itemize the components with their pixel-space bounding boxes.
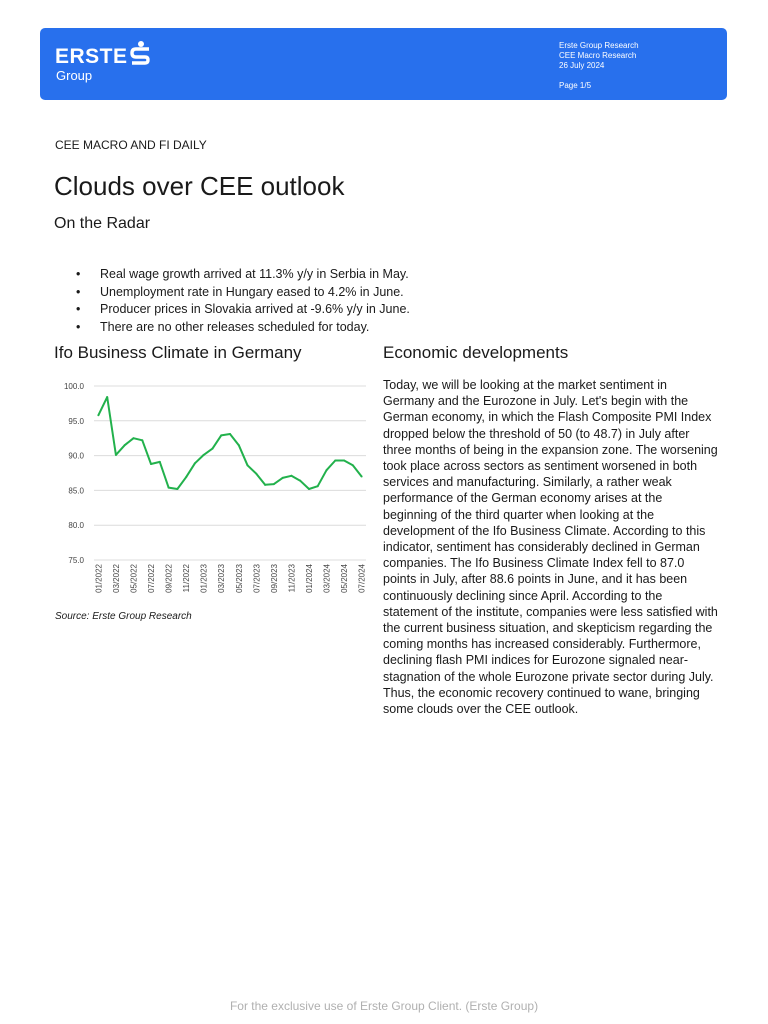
footer-disclaimer: For the exclusive use of Erste Group Client. (Erste Group) — [229, 999, 539, 1013]
y-tick-label: 75.0 — [68, 556, 84, 565]
data-point — [229, 433, 231, 435]
data-point — [343, 459, 345, 461]
data-point — [132, 437, 134, 439]
data-point — [361, 475, 363, 477]
y-tick-label: 90.0 — [68, 451, 84, 461]
x-tick-label: 01/2024 — [304, 564, 314, 593]
x-tick-label: 03/2022 — [111, 564, 121, 593]
meta-series: CEE Macro Research — [559, 51, 637, 60]
data-point — [106, 396, 108, 398]
data-point — [273, 483, 275, 485]
data-point — [150, 463, 152, 465]
radar-bullet-list — [60, 266, 410, 336]
data-point — [115, 454, 117, 456]
bullet-text: Producer prices in Slovakia arrived at -9.6% y/y in June. — [100, 302, 410, 316]
data-point — [290, 475, 292, 477]
meta-publisher: Erste Group Research — [559, 41, 639, 50]
list-item — [60, 319, 410, 337]
x-tick-label: 03/2023 — [217, 564, 227, 593]
data-point — [168, 487, 170, 489]
y-tick-label: 80.0 — [68, 521, 84, 531]
data-point — [308, 488, 310, 490]
section-title: Economic developments — [383, 343, 569, 362]
data-point — [255, 473, 257, 475]
x-tick-label: 11/2023 — [287, 564, 297, 593]
x-tick-label: 05/2024 — [340, 564, 350, 593]
data-point — [203, 454, 205, 456]
list-item — [60, 301, 410, 319]
x-tick-label: 05/2023 — [234, 564, 244, 593]
data-point — [124, 444, 126, 446]
x-tick-label: 01/2023 — [199, 564, 209, 593]
x-tick-label: 09/2023 — [269, 564, 279, 593]
bullet-icon: • — [76, 319, 81, 334]
data-point — [282, 477, 284, 479]
x-tick-label: 07/2023 — [252, 564, 262, 593]
data-point — [238, 444, 240, 446]
chart-title: Ifo Business Climate in Germany — [54, 343, 302, 362]
page-title: Clouds over CEE outlook — [54, 171, 345, 201]
bullet-icon: • — [76, 302, 81, 316]
data-point — [194, 462, 196, 464]
chart-source: Source: Erste Group Research — [55, 611, 192, 622]
list-item — [60, 284, 410, 302]
page-subtitle: On the Radar — [54, 215, 151, 232]
data-point — [211, 448, 213, 450]
x-tick-label: 07/2024 — [357, 564, 367, 593]
report-kicker: CEE MACRO AND FI DAILY — [55, 138, 207, 152]
header-meta — [559, 41, 639, 91]
ifo-line-chart — [54, 372, 370, 608]
list-item — [60, 266, 410, 284]
bullet-text: Unemployment rate in Hungary eased to 4.2% in June. — [100, 284, 404, 299]
x-tick-label: 01/2022 — [94, 564, 104, 593]
bullet-icon: • — [76, 267, 81, 281]
data-point — [264, 484, 266, 486]
x-tick-label: 03/2024 — [322, 564, 332, 593]
report-header — [40, 28, 727, 100]
data-point — [141, 439, 143, 441]
data-point — [334, 459, 336, 461]
meta-date: 26 July 2024 — [559, 61, 605, 70]
data-point — [299, 480, 301, 482]
data-point — [326, 469, 328, 471]
x-tick-label: 07/2022 — [147, 564, 157, 593]
bullet-text: Real wage growth arrived at 11.3% y/y in Serbia in May. — [100, 267, 409, 281]
x-tick-label: 11/2022 — [182, 564, 192, 593]
data-point — [317, 485, 319, 487]
erste-logo-text: ERSTE — [55, 45, 128, 68]
y-tick-label: 100.0 — [63, 382, 84, 391]
body-paragraph: Today, we will be looking at the market sentiment in Germany and the Eurozone in July. Let's begin with the German economy, in which the Flash Composite PMI Index dropped below the threshold of 50 (to 48.7) in July after three months of being in the expansion zone. The worsening took place across sectors as sentiment worsened in both services and manufacturing. Similarly, a rather weak performance of the German economy arises at the beginning of the third quarter when looking at the development of the Ifo Business Climate. According to this indicator, sentiment has considerably declined in German companies. The Ifo Business Climate Index fell to 87.0 points in July, after 88.6 points in June, and it has been continuously declining since April. According to the statement of the institute, companies were less satisfied with the current business situation, and skepticism regarding the coming months has increased considerably. Furthermore, declining flash PMI indices for Eurozone signaled near-stagnation of the whole Eurozone private sector during July. Thus, the economic recovery continued to wane, bringing some clouds over the CEE outlook. — [383, 378, 718, 717]
data-point — [247, 464, 249, 466]
bullet-text: There are no other releases scheduled for today. — [100, 319, 370, 334]
data-point — [159, 461, 161, 463]
data-point — [176, 488, 178, 490]
erste-logo-subtext: Group — [56, 68, 93, 83]
series-line — [98, 397, 361, 489]
y-tick-label: 85.0 — [68, 486, 84, 496]
erste-logo-icon — [129, 41, 153, 67]
data-point — [97, 414, 99, 416]
bullet-icon: • — [76, 284, 81, 299]
data-point — [185, 476, 187, 478]
x-tick-label: 09/2022 — [164, 564, 174, 593]
x-tick-label: 05/2022 — [129, 564, 139, 593]
y-tick-label: 95.0 — [68, 416, 84, 426]
data-point — [220, 434, 222, 436]
page-number: Page 1/5 — [559, 81, 592, 90]
data-point — [352, 464, 354, 466]
